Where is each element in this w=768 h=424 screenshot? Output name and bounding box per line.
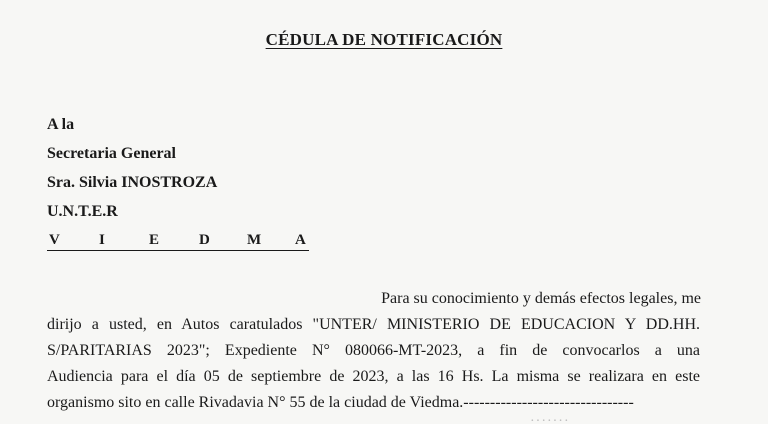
faded-text-fragment: ······· [530, 414, 570, 424]
recipient-name: Sra. Silvia INOSTROZA [47, 174, 218, 191]
body-paragraph-line: dirijo a usted, en Autos caratulados "UNTER/ MINISTERIO DE EDUCACION Y DD.HH. [47, 316, 700, 333]
city-letter: D [199, 232, 210, 248]
city-letter: M [247, 232, 262, 248]
body-paragraph-line: Audiencia para el día 05 de septiembre de 2023, a las 16 Hs. La misma se realizara en este [47, 368, 700, 385]
city-letter: E [149, 232, 160, 248]
document-title-text: CÉDULA DE NOTIFICACIÓN [265, 30, 503, 49]
city-letter: I [99, 232, 105, 248]
body-paragraph-line: organismo sito en calle Rivadavia N° 55 de la ciudad de Viedma.-------------------------------- [47, 394, 634, 411]
recipient-position: Secretaria General [47, 145, 176, 162]
recipient-city [47, 232, 309, 251]
recipient-salutation: A la [47, 116, 75, 133]
body-paragraph-line: Para su conocimiento y demás efectos legales, me [381, 290, 701, 307]
city-letter: A [295, 232, 306, 248]
document-title [0, 30, 768, 50]
body-paragraph-line: S/PARITARIAS 2023"; Expediente N° 080066-MT-2023, a fin de convocarlos a una [47, 342, 700, 359]
city-letter: V [49, 232, 60, 248]
recipient-organization: U.N.T.E.R [47, 203, 118, 220]
